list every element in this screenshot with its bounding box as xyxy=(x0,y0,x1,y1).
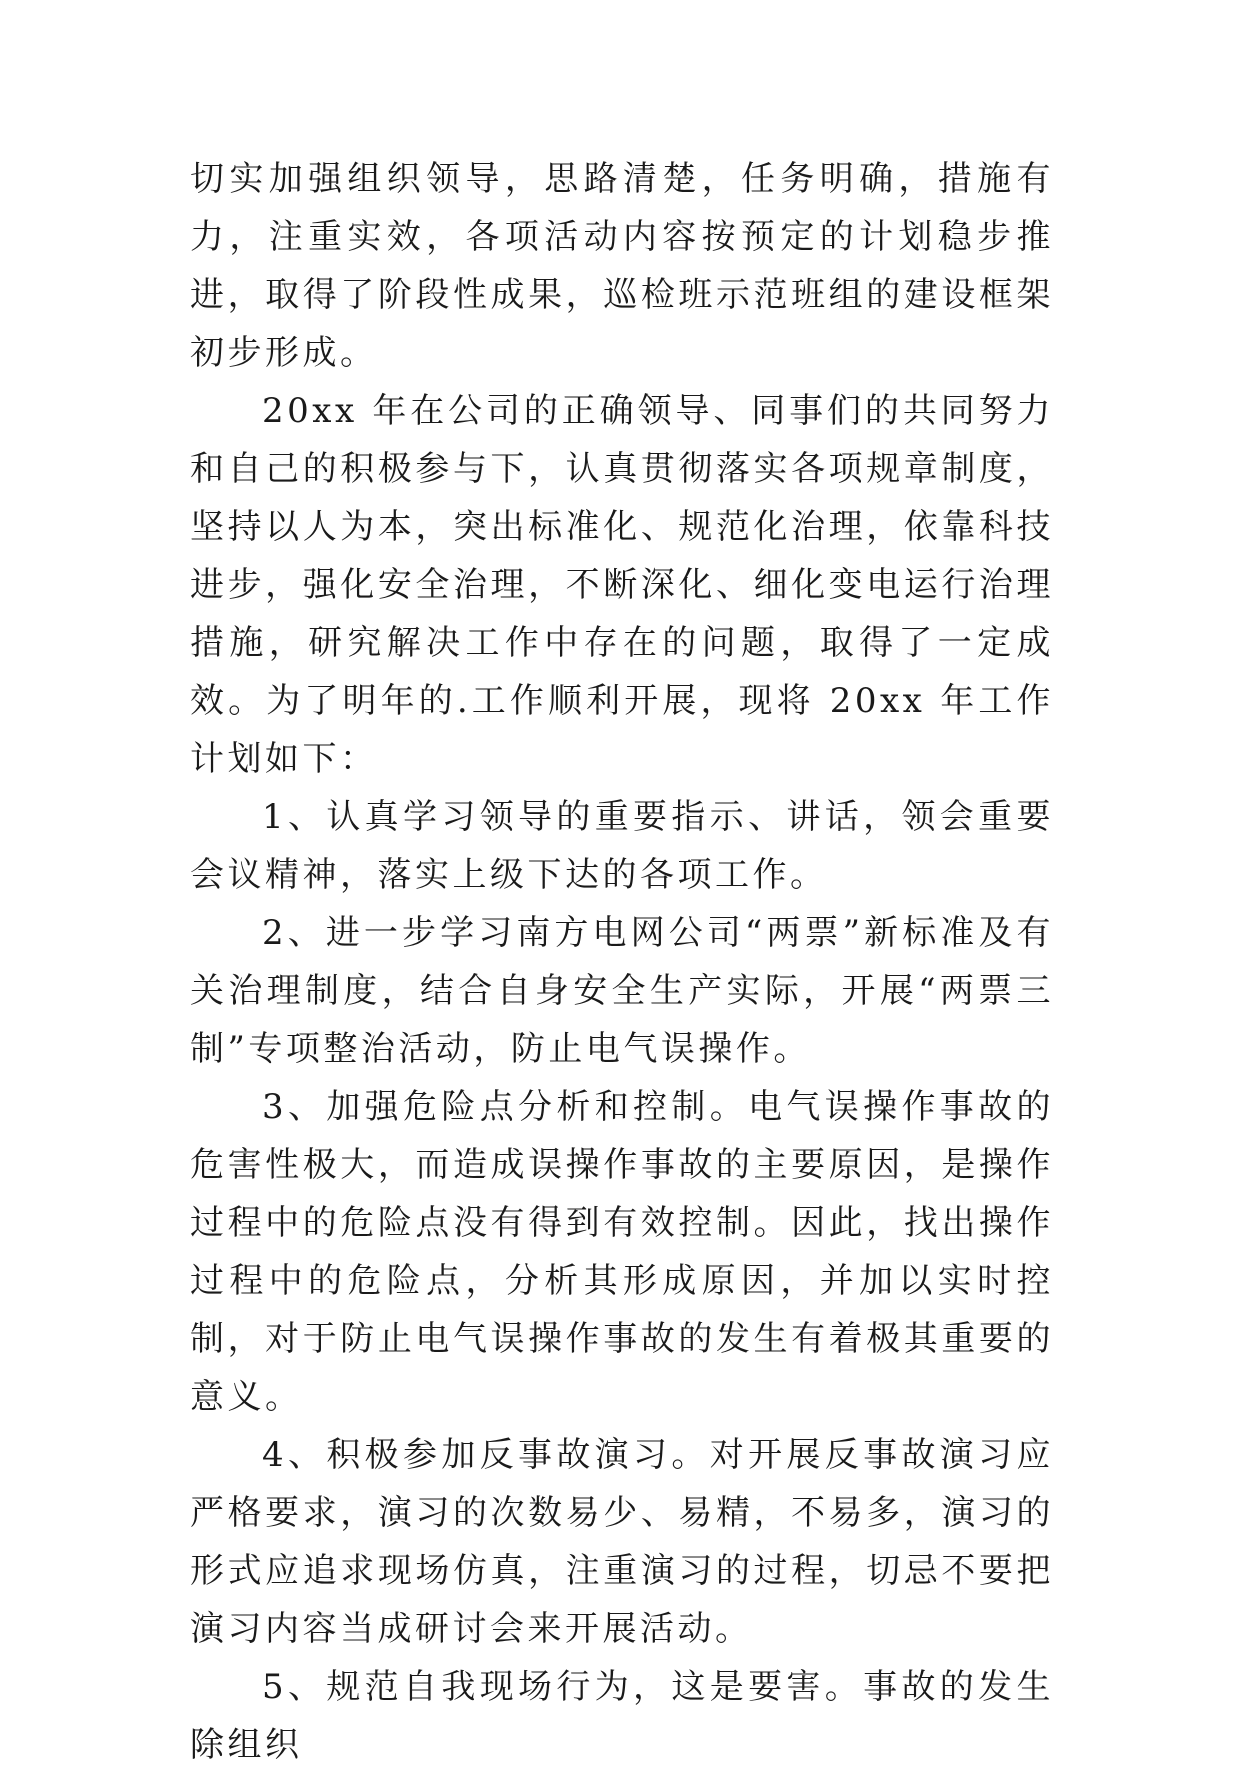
paragraph-item-4: 4、积极参加反事故演习。对开展反事故演习应严格要求，演习的次数易少、易精，不易多，演习的形式应追求现场仿真，注重演习的过程，切忌不要把演习内容当成研讨会来开展活动。 xyxy=(190,1435,1054,1649)
paragraph-item-5: 5、规范自我现场行为，这是要害。事故的发生除组织 xyxy=(190,1667,1054,1765)
paragraph-item-1: 1、认真学习领导的重要指示、讲话，领会重要会议精神，落实上级下达的各项工作。 xyxy=(190,797,1054,895)
paragraph-intro-continuation: 切实加强组织领导，思路清楚，任务明确，措施有力，注重实效，各项活动内容按预定的计划稳步推进，取得了阶段性成果，巡检班示范班组的建设框架初步形成。 xyxy=(190,159,1054,373)
paragraph-annual-summary: 20xx 年在公司的正确领导、同事们的共同努力和自己的积极参与下，认真贯彻落实各项规章制度，坚持以人为本，突出标准化、规范化治理，依靠科技进步，强化安全治理，不断深化、细化变电运行治理措施，研究解决工作中存在的问题，取得了一定成效。为了明年的.工作顺利开展，现将 20xx 年工作计划如下： xyxy=(190,391,1054,779)
document-page xyxy=(190,150,1054,1774)
paragraph-item-2: 2、进一步学习南方电网公司“两票”新标准及有关治理制度，结合自身安全生产实际，开展“两票三制”专项整治活动，防止电气误操作。 xyxy=(190,913,1054,1069)
paragraph-item-3: 3、加强危险点分析和控制。电气误操作事故的危害性极大，而造成误操作事故的主要原因，是操作过程中的危险点没有得到有效控制。因此，找出操作过程中的危险点，分析其形成原因，并加以实时控制，对于防止电气误操作事故的发生有着极其重要的意义。 xyxy=(190,1087,1054,1417)
